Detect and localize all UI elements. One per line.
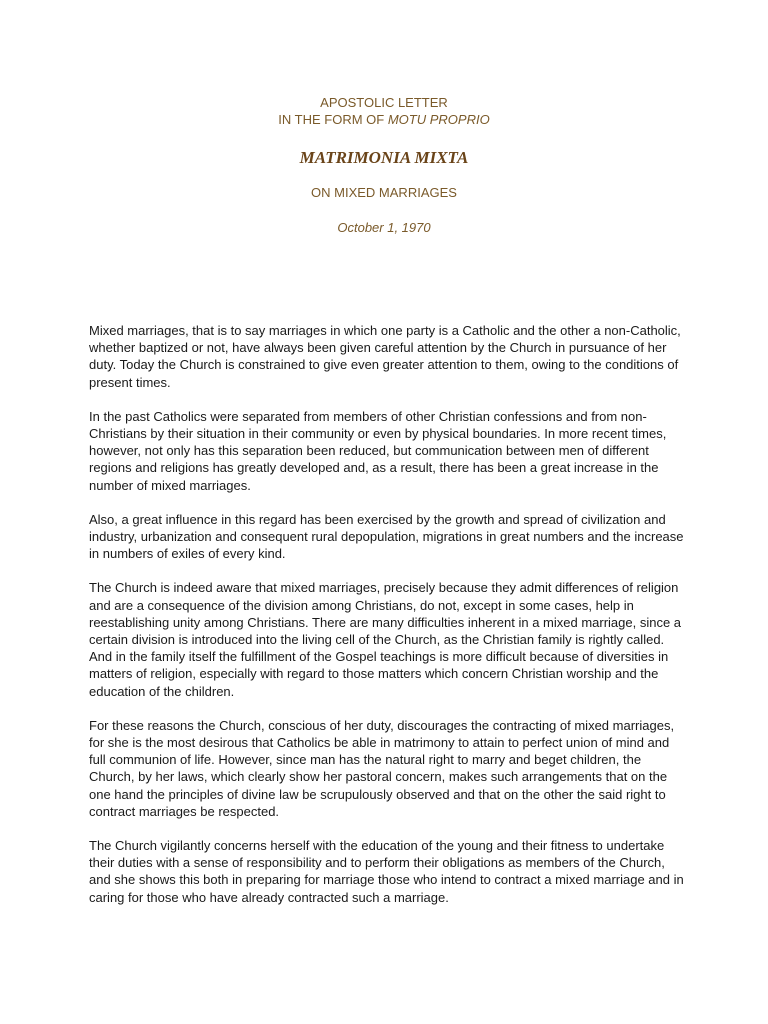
document-subtitle: ON MIXED MARRIAGES: [311, 185, 457, 200]
letter-type-heading: APOSTOLIC LETTER: [320, 95, 448, 110]
motu-proprio-label: MOTU PROPRIO: [387, 112, 490, 127]
paragraph: Also, a great influence in this regard has been exercised by the growth and spread of civilization and industry, urbanization and consequent rural depopulation, migrations in great numbers and the increase in numbers of exiles of every kind.: [89, 511, 684, 562]
paragraph: Mixed marriages, that is to say marriages in which one party is a Catholic and the other a non-Catholic, whether baptized or not, have always been given careful attention by the Church in pursuance of her duty. Today the Church is constrained to give even greater attention to them, owing to the conditions of present times.: [89, 323, 681, 390]
paragraph: The Church vigilantly concerns herself with the education of the young and their fitness to undertake their duties with a sense of responsibility and to perform their obligations as members of the Church, and she shows this both in preparing for marriage those who intend to contract a mixed marriage and in caring for those who have already contracted such a marriage.: [89, 838, 684, 905]
letter-form-heading: [0, 111, 768, 128]
document-body: [89, 322, 689, 923]
document-title: MATRIMONIA MIXTA: [299, 148, 469, 167]
paragraph: For these reasons the Church, conscious of her duty, discourages the contracting of mixed marriages, for she is the most desirous that Catholics be able in matrimony to attain to perfect union of mind and full communion of life. However, since man has the natural right to marry and beget children, the Church, by her laws, which clearly show her pastoral concern, makes such arrangements that on the one hand the principles of divine law be scrupulously observed and that on the other the said right to contract marriages be respected.: [89, 717, 675, 819]
document-date: October 1, 1970: [337, 220, 431, 235]
letter-form-prefix: IN THE FORM OF: [278, 112, 388, 127]
paragraph: In the past Catholics were separated from members of other Christian confessions and from non-Christians by their situation in their community or even by physical boundaries. In more recent times, however, not only has this separation been reduced, but communication between men of different regions and religions has greatly developed and, as a result, there has been a great increase in the number of mixed marriages.: [89, 408, 667, 493]
paragraph: The Church is indeed aware that mixed marriages, precisely because they admit differences of religion and are a consequence of the division among Christians, do not, except in some cases, help in reestablishing unity among Christians. There are many difficulties inherent in a mixed marriage, since a certain division is introduced into the living cell of the Church, as the Christian family is rightly called. And in the family itself the fulfillment of the Gospel teachings is more difficult because of diversities in matters of religion, especially with regard to those matters which concern Christian worship and the education of the children.: [89, 580, 682, 699]
